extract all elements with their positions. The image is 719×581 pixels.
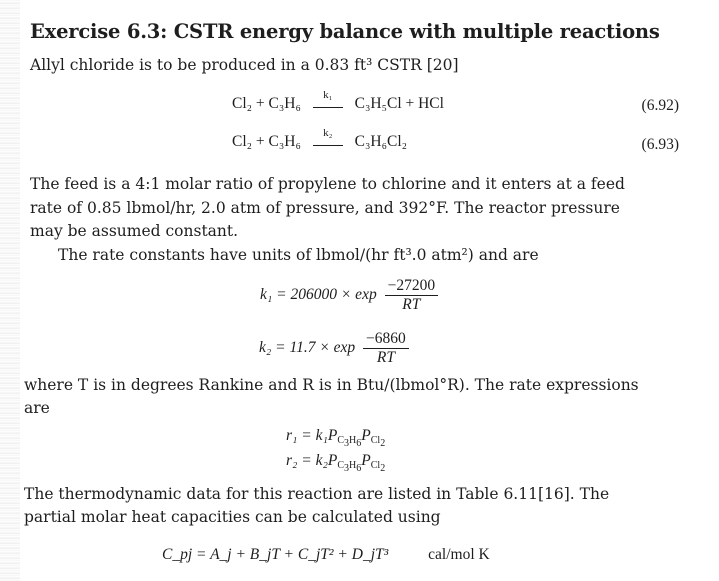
paragraph-line: are [24,399,50,417]
paragraph-line: rate of 0.85 lbmol/hr, 2.0 atm of pressure, and 392°F. The reactor pressure [30,199,620,217]
paragraph-line: may be assumed constant. [30,222,239,240]
r1-equation: $r_1 = k_1P_{C_3H_6}P_{Cl_2}$ [286,427,386,449]
reaction-arrow [313,89,343,108]
equation-number: (6.93) [641,136,679,153]
cp-equation-text: C_pj = A_j + B_jT + C_jT² + D_jT³ [162,546,389,563]
rate-constant-label: k₁ [323,89,333,101]
reaction-lhs: Cl₂ + C₃H₆ [232,133,301,150]
intro-line: Allyl chloride is to be produced in a 0.83 ft³ CSTR [20] [30,56,459,74]
k2-equation [259,330,409,367]
k2-fraction [363,330,409,367]
k2-lhs: k₂ = 11.7 × exp [259,339,356,357]
rate-constant-label: k₂ [323,127,333,139]
reaction-6-93 [232,127,408,151]
k1-denominator: RT [402,296,421,313]
paragraph-line: where T is in degrees Rankine and R is in Btu/(lbmol°R). The rate expressions [24,376,639,394]
k1-lhs: k₁ = 206000 × exp [260,286,377,304]
reaction-6-92 [232,89,444,113]
k1-fraction [385,277,439,314]
k1-equation [260,277,438,314]
paragraph-line: The rate constants have units of lbmol/(hr ft³.0 atm²) and are [58,246,539,264]
paragraph-line: partial molar heat capacities can be calculated using [24,508,441,526]
exercise-heading: Exercise 6.3: CSTR energy balance with multiple reactions [30,20,660,43]
k1-numerator: −27200 [385,277,439,296]
r2-lhs: r₂ = k₂P [286,452,338,469]
page-edge-texture [0,0,20,581]
reaction-rhs: C₃H₆Cl₂ [354,133,408,150]
reaction-arrow [313,127,343,146]
reaction-rhs: C₃H₅Cl + HCl [354,95,444,112]
equation-number: (6.92) [641,97,679,114]
reaction-lhs: Cl₂ + C₃H₆ [232,95,301,112]
r1-lhs: r₁ = k₁P [286,427,338,444]
k2-numerator: −6860 [363,330,409,349]
r2-equation: $r_2 = k_2P_{C_3H_6}P_{Cl_2}$ [286,452,386,474]
k2-denominator: RT [376,349,395,366]
paragraph-line: The thermodynamic data for this reaction are listed in Table 6.11[16]. The [24,485,610,503]
heat-capacity-equation [162,546,490,564]
paragraph-line: The feed is a 4:1 molar ratio of propylene to chlorine and it enters at a feed [30,175,625,193]
cp-unit: cal/mol K [428,546,490,563]
